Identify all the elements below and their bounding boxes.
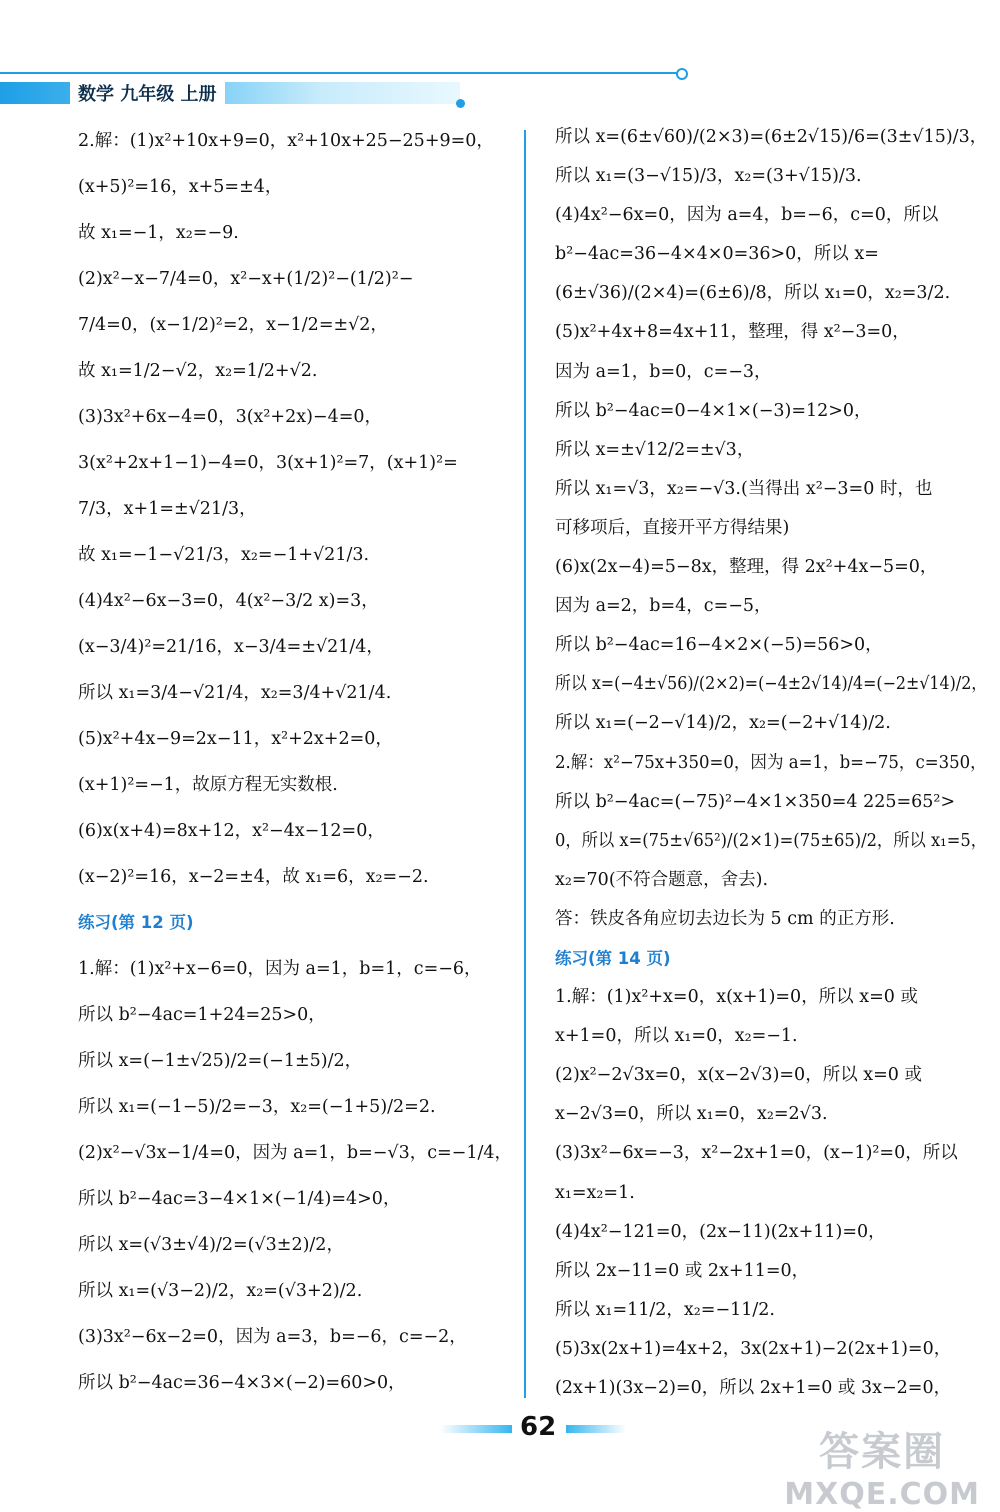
- solution-line: 可移项后，直接开平方得结果): [555, 517, 790, 538]
- header-rule: [0, 72, 680, 74]
- solution-line: x+1=0，所以 x₁=0，x₂=−1.: [555, 1026, 798, 1047]
- footer-bar-left: [440, 1425, 512, 1433]
- solution-line: 3(x²+2x+1−1)−4=0，3(x+1)²=7，(x+1)²=: [78, 453, 458, 473]
- solution-line: (5)x²+4x+8=4x+11，整理，得 x²−3=0，: [555, 322, 910, 343]
- solution-line: 所以 x₁=11/2，x₂=−11/2.: [555, 1299, 775, 1320]
- solution-line: (x−2)²=16，x−2=±4，故 x₁=6，x₂=−2.: [78, 867, 429, 887]
- solution-line: (5)x²+4x−9=2x−11，x²+2x+2=0，: [78, 729, 393, 749]
- solution-line: x₂=70(不符合题意，舍去).: [555, 869, 769, 890]
- section-heading: 练习(第 14 页): [555, 948, 671, 968]
- solution-line: (2)x²−√3x−1/4=0，因为 a=1，b=−√3，c=−1/4，: [78, 1143, 513, 1163]
- solution-line: 答：铁皮各角应切去边长为 5 cm 的正方形.: [555, 908, 895, 929]
- solution-line: 所以 b²−4ac=36−4×3×(−2)=60>0，: [78, 1373, 406, 1393]
- solution-line: 7/4=0，(x−1/2)²=2，x−1/2=±√2，: [78, 315, 388, 335]
- header-band-dot: [456, 99, 465, 108]
- solution-line: (3)3x²−6x=−3，x²−2x+1=0，(x−1)²=0，所以: [555, 1143, 958, 1164]
- solution-line: (3)3x²−6x−2=0，因为 a=3，b=−6，c=−2，: [78, 1327, 467, 1347]
- solution-line: (4)4x²−6x−3=0，4(x²−3/2 x)=3，: [78, 591, 379, 611]
- right-column: [555, 118, 987, 1408]
- solution-line: x₁=x₂=1.: [555, 1182, 635, 1203]
- solution-line: 故 x₁=−1−√21/3，x₂=−1+√21/3.: [78, 545, 370, 565]
- left-column: [78, 118, 518, 1406]
- solution-line: 所以 x₁=(√3−2)/2，x₂=(√3+2)/2.: [78, 1281, 363, 1301]
- solution-line: 所以 x₁=√3，x₂=−√3.(当得出 x²−3=0 时，也: [555, 478, 933, 499]
- solution-line: 所以 x=(−1±√25)/2=(−1±5)/2，: [78, 1051, 363, 1071]
- solution-line: 因为 a=1，b=0，c=−3，: [555, 361, 772, 382]
- solution-line: 故 x₁=1/2−√2，x₂=1/2+√2.: [78, 361, 318, 381]
- solution-line: (4)4x²−121=0，(2x−11)(2x+11)=0，: [555, 1221, 886, 1242]
- solution-line: (3)3x²+6x−4=0，3(x²+2x)−4=0，: [78, 407, 383, 427]
- solution-line: 因为 a=2，b=4，c=−5，: [555, 596, 772, 617]
- solution-line: (x+1)²=−1，故原方程无实数根.: [78, 775, 338, 795]
- solution-line: (2x+1)(3x−2)=0，所以 2x+1=0 或 3x−2=0，: [555, 1378, 952, 1398]
- solution-line: 所以 2x−11=0 或 2x+11=0，: [555, 1260, 810, 1281]
- solution-line: 所以 x₁=(−2−√14)/2，x₂=(−2+√14)/2.: [555, 713, 891, 734]
- footer-bar-right: [566, 1425, 626, 1433]
- solution-line: (x+5)²=16，x+5=±4，: [78, 177, 283, 197]
- solution-line: 所以 x=±√12/2=±√3，: [555, 439, 755, 460]
- solution-line: 2.解：(1)x²+10x+9=0，x²+10x+25−25+9=0，: [78, 131, 494, 151]
- book-title: 数学 九年级 上册: [70, 80, 225, 106]
- solution-line: 所以 x₁=(−1−5)/2=−3，x₂=(−1+5)/2=2.: [78, 1097, 436, 1117]
- watermark-logo-text: 答案圈: [819, 1429, 946, 1475]
- solution-line: 7/3，x+1=±√21/3，: [78, 499, 257, 519]
- solution-line: 所以 b²−4ac=0−4×1×(−3)=12>0，: [555, 400, 872, 421]
- solution-line: 故 x₁=−1，x₂=−9.: [78, 223, 239, 243]
- solution-line: 所以 x₁=3/4−√21/4，x₂=3/4+√21/4.: [78, 683, 392, 703]
- solution-line: x−2√3=0，所以 x₁=0，x₂=2√3.: [555, 1104, 828, 1125]
- solution-line: (2)x²−2√3x=0，x(x−2√3)=0，所以 x=0 或: [555, 1065, 922, 1086]
- solution-line: (x−3/4)²=21/16，x−3/4=±√21/4，: [78, 637, 384, 657]
- solution-line: 所以 x=(−4±√56)/(2×2)=(−4±2√14)/4=(−2±√14)/2，: [555, 674, 988, 695]
- solution-line: 所以 x₁=(3−√15)/3，x₂=(3+√15)/3.: [555, 166, 862, 187]
- solution-line: (2)x²−x−7/4=0，x²−x+(1/2)²−(1/2)²−: [78, 269, 414, 289]
- solution-line: (4)4x²−6x=0，因为 a=4，b=−6，c=0，所以: [555, 205, 939, 226]
- solution-line: 0，所以 x=(75±√65²)/(2×1)=(75±65)/2，所以 x₁=5，: [555, 830, 988, 851]
- solution-line: 所以 b²−4ac=16−4×2×(−5)=56>0，: [555, 635, 883, 656]
- header-rule-end-dot: [676, 68, 688, 80]
- solution-line: b²−4ac=36−4×4×0=36>0，所以 x=: [555, 244, 879, 265]
- watermark-url: MXQE.COM: [784, 1477, 980, 1512]
- column-divider: [524, 130, 526, 1398]
- solution-line: 所以 x=(√3±√4)/2=(√3±2)/2，: [78, 1235, 344, 1255]
- solution-line: 所以 b²−4ac=3−4×1×(−1/4)=4>0，: [78, 1189, 401, 1209]
- solution-line: 所以 b²−4ac=1+24=25>0，: [78, 1005, 326, 1025]
- solution-line: (6)x(x+4)=8x+12，x²−4x−12=0，: [78, 821, 385, 841]
- solution-line: 所以 b²−4ac=(−75)²−4×1×350=4 225=65²>: [555, 791, 956, 812]
- watermark: [784, 1420, 980, 1512]
- page-header: [0, 72, 690, 106]
- solution-line: (6±√36)/(2×4)=(6±6)/8，所以 x₁=0，x₂=3/2.: [555, 283, 951, 304]
- solution-line: 1.解：(1)x²+x−6=0，因为 a=1，b=1，c=−6，: [78, 959, 482, 979]
- solution-line: (6)x(2x−4)=5−8x，整理，得 2x²+4x−5=0，: [555, 557, 938, 578]
- page-number: 62: [520, 1412, 557, 1442]
- header-band: [0, 82, 460, 104]
- solution-line: 2.解：x²−75x+350=0，因为 a=1，b=−75，c=350，: [555, 752, 987, 773]
- section-heading: 练习(第 12 页): [78, 913, 194, 932]
- solution-line: (5)3x(2x+1)=4x+2，3x(2x+1)−2(2x+1)=0，: [555, 1338, 952, 1359]
- solution-line: 所以 x=(6±√60)/(2×3)=(6±2√15)/6=(3±√15)/3，: [555, 127, 988, 147]
- solution-line: 1.解：(1)x²+x=0，x(x+1)=0，所以 x=0 或: [555, 987, 918, 1008]
